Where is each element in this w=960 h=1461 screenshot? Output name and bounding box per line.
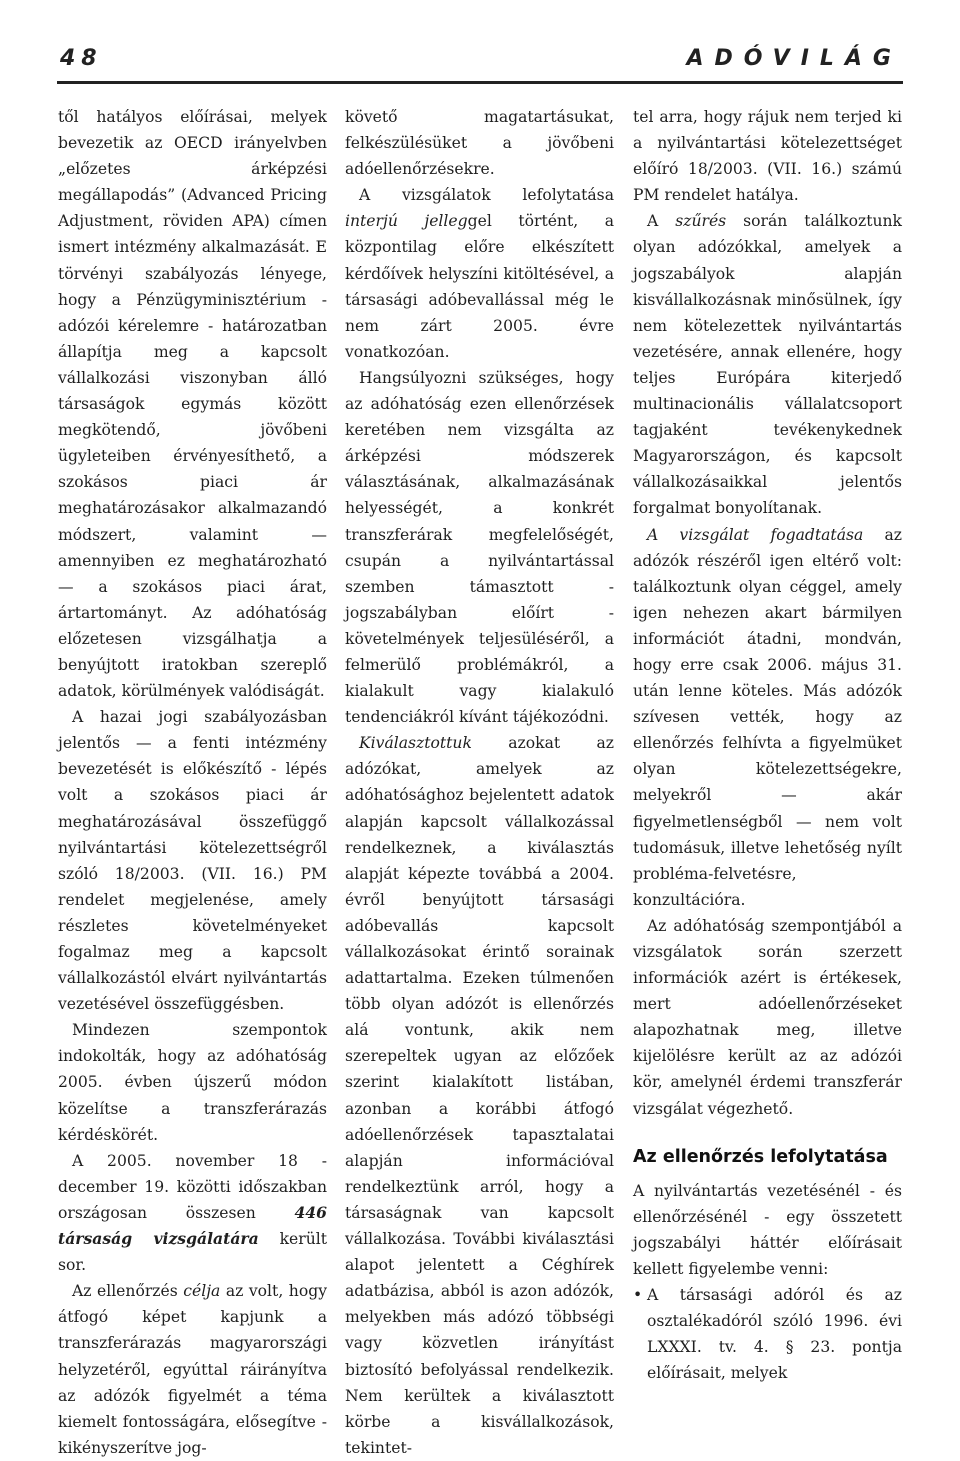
paragraph (58, 704, 327, 1017)
text-column-2 (345, 104, 615, 1457)
text-run: azokat az adózókat, amelyek az adóhatósághoz bejelentett adatok alapján kapcsolt vállalkozással rendelkeznek, a kiválasztás alapját képezte továbbá a 2004. évről benyújtott társasági adóbevallás kapcsolt vállalkozásokat érintő sorainak adattartalma. Ezeken túlmenően több olyan adózót is ellenőrzés alá vontunk, akik nem szerepeltek ugyan az előzőek szerint kialakított listában, azonban a korábbi átfogó adóellenőrzések tapasztalatai alapján információval rendelkeztünk arról, hogy a társaságnak van kapcsolt vállalkozása. További kiválasztási alapot jelentett a Céghírek adatbázisa, abból is azon adózók, melyekben más adózó többségi vagy közvetlen irányítást biztosító befolyással rendelkezik. Nem kerültek a kiválasztott körbe a kisvállalkozások, tekintet- (345, 734, 614, 1457)
text-run: A vizsgálatok lefolytatása (359, 186, 614, 205)
text-run: Az ellenőrzés (72, 1282, 184, 1301)
text-run: során találkoztunk olyan adózókkal, amelyek a jogszabályok alapján kisvállalkozásnak minősülnek, így nem kötelezettek nyilvántartás vezetésére, annak ellenére, hogy teljes Európára kiterjedő multinacionális vállalatcsoport tagjaként tevékenykednek Magyarországon, és kapcsolt vállalkozásaikkal jelentős forgalmat bonyolítanak. (633, 212, 902, 518)
text-run: Az adóhatóság szempontjából a vizsgálatok során szerzett információk azért is értékesek, mert adóellenőrzéseket alapozhatnak meg, illetve kijelölésre került az az adózói kör, amelynél érdemi transzferár vizsgálat végezhető. (633, 916, 902, 1118)
paragraph (633, 913, 902, 1122)
paragraph (345, 730, 614, 1461)
text-column-3 (633, 104, 902, 1383)
text-run: Hangsúlyozni szükséges, hogy az adóhatóság ezen ellenőrzések keretében nem vizsgálta az árképzési módszerek választásának, alkalmazásának helyességét, a konkrét transzferárak megfelelőségét, csupán a nyilvántartással szemben támasztott - jogszabályban előírt - követelmények teljesüléséről, a felmerülő problémákról, a kialakult vagy kialakuló tendenciákról kívánt tájékozódni. (345, 368, 614, 727)
text-run: az volt, hogy átfogó képet kapjunk a transzferárazás magyarországi helyzetéről, egyúttal ráirányítva az adózók figyelmét a téma kiemelt fontosságára, elősegítve - kikényszerítve jog- (58, 1282, 327, 1457)
magazine-title: ADÓVILÁG (686, 46, 902, 71)
emphasis-text: A vizsgálat fogadtatása (647, 525, 864, 544)
bullet-list (633, 1282, 902, 1386)
emphasis-text: Kiválasztottuk (359, 734, 472, 753)
paragraph (633, 522, 902, 913)
paragraph (58, 104, 327, 704)
list-item: • A társasági adóról és az osztalékadóról szóló 1996. évi LXXXI. tv. 4. § 23. pontja előírásait, melyek (633, 1282, 902, 1386)
text-run: A (647, 212, 676, 231)
emphasis-text: szűrés (675, 212, 727, 231)
paragraph (633, 208, 902, 521)
text-run: tel arra, hogy rájuk nem terjed ki a nyilvántartási kötelezettséget előíró 18/2003. (VII. 16.) számú PM rendelet hatálya. (633, 108, 902, 205)
text-run: követő magatartásukat, felkészülésüket a jövőbeni adóellenőrzésekre. (345, 108, 614, 179)
paragraph (345, 365, 614, 730)
emphasis-text: célja (183, 1282, 221, 1301)
paragraph (345, 182, 614, 365)
emphasis-text: interjú jelleg (345, 212, 468, 231)
paragraph (58, 1278, 327, 1461)
text-run: A hazai jogi szabályozásban jelentős — a fenti intézmény bevezetését is előkészítő - lépés volt a szokásos piaci ár meghatározásával összefüggő nyilvántartási kötelezettségről szóló 18/2003. (VII. 16.) PM rendelet megjelenése, amely részletes követelményeket fogalmaz meg a kapcsolt vállalkozástól elvárt nyilvántartás vezetésével összefüggésben. (58, 708, 327, 1014)
text-run: A 2005. november 18 - december 19. közötti időszakban országosan összesen (58, 1151, 327, 1222)
text-run: től hatályos előírásai, melyek bevezetik az OECD irányelvben „előzetes árképzési megállapodás” (Advanced Pricing Adjustment, röviden APA) címen ismert intézmény alkalmazását. E törvényi szabályozás lényege, hogy a Pénzügyminisztérium - adózói kérelemre - határozatban állapítja meg a kapcsolt vállalkozási viszonyban álló társaságok egymás között megkötendő, jövőbeni ügyleteiben érvényesíthető, a szokásos piaci ár meghatározásakor alkalmazandó módszert, valamint — amennyiben ez meghatározható — a szokásos piaci árat, ártartományt. Az adóhatóság előzetesen vizsgálhatja a benyújtott iratokban szereplő adatok, körülmények valódiságát. (58, 108, 327, 701)
text-column-1 (58, 104, 328, 1457)
text-run: Mindezen szempontok indokolták, hogy az adóhatóság 2005. évben újszerű módon közelítse a transzferárazás kérdéskörét. (58, 1021, 327, 1144)
section-heading: Az ellenőrzés lefolytatása (633, 1146, 888, 1167)
text-run: az adózók részéről igen eltérő volt: találkoztunk olyan céggel, amely igen nehezen akart bármilyen információt átadni, mondván, hogy erre csak 2006. május 31. után lenne köteles. Más adózók szívesen vették, hogy az ellenőrzés felhívta a figyelmüket olyan kötelezettségekre, melyekről — akár figyelmetlenségből — nem volt tudomásuk, illetve lehetőség nyílt probléma-felvetésre, konzultációra. (633, 525, 902, 909)
paragraph (58, 1017, 327, 1147)
emphasis-text: 446 társaság vizsgálatára (58, 1202, 327, 1249)
paragraph (633, 104, 902, 208)
header-rule (57, 81, 903, 84)
paragraph (58, 1148, 327, 1278)
paragraph (345, 104, 614, 182)
text-run: gel történt, a központilag előre elkészített kérdőívek helyszíni kitöltésével, a társasági adóbevallással még le nem zárt 2005. évre vonatkozóan. (345, 212, 615, 361)
page-number: 48 (60, 46, 103, 71)
paragraph: A nyilvántartás vezetésénél - és ellenőrzésénél - egy összetett jogszabályi háttér előírásait kellett figyelembe venni: (633, 1181, 902, 1278)
text-run: került sor. (58, 1230, 328, 1275)
